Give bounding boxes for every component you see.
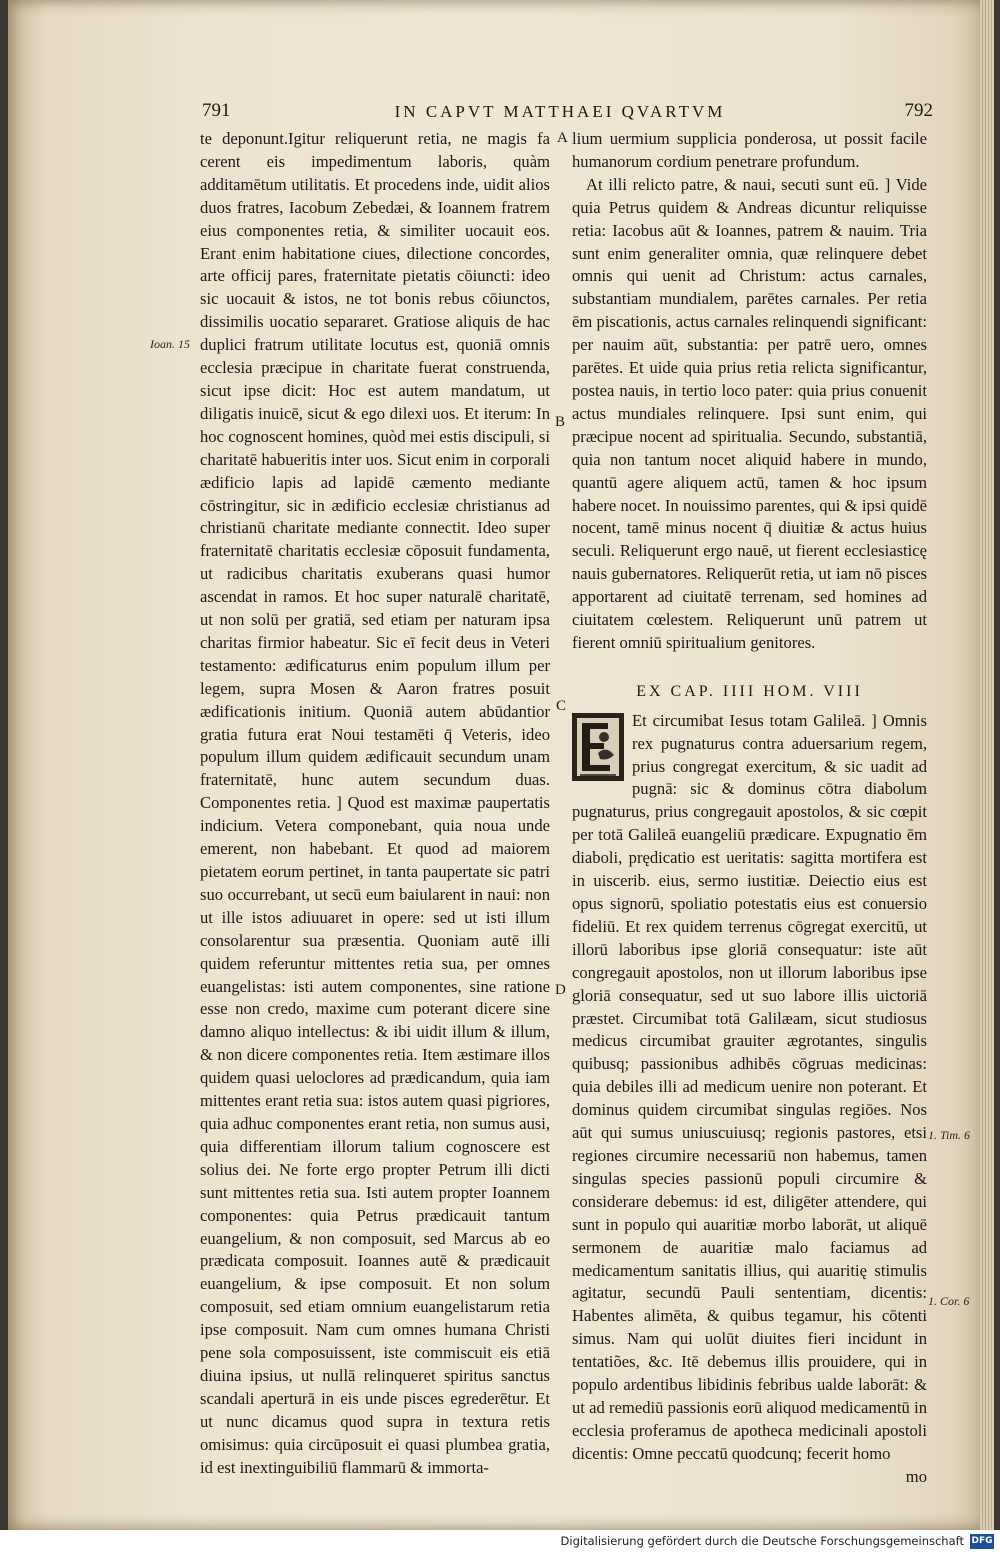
margin-note-timothy: 1. Tim. 6 bbox=[928, 1128, 971, 1142]
catchword: mo bbox=[905, 1466, 927, 1486]
page-edge bbox=[980, 0, 994, 1530]
margin-letter-c: C bbox=[556, 698, 567, 714]
page-number-right: 792 bbox=[904, 100, 933, 121]
left-column bbox=[200, 128, 550, 1479]
footer-bar bbox=[0, 1530, 1000, 1554]
margin-note-corinthians: 1. Cor. 6 bbox=[928, 1294, 970, 1308]
margin-letter-d: D bbox=[555, 982, 566, 998]
margin-note-john: Ioan. 15 bbox=[150, 337, 190, 351]
funding-credit: Digitalisierung gefördert durch die Deutsche Forschungsgemeinschaft bbox=[560, 1534, 964, 1548]
homily-text: Et circumibat Iesus totam Galileā. ] Omnis rex pugnaturus contra aduersarium regem, prius congregat exercitum, & sic uadit ad pugnā: sic & dominus cōtra diabolum pugnaturus, prius congregauit apostolos, & sic cœpit per totā Galileā euangeliū prædicare. Expugnatio ēm diaboli, prędicatio est ueritatis: sagitta mortifera est in uiscerib. eius, sermo iustitiæ. Deiectio eius est opus signorū, spoliatio potestatis eius est conuersio fideliū. Et rex quidem terrenus cōgregat exercitū, ut illorū laboribus ipse gloriā consequatur: iste aūt congregauit apostolos, non ut illorum laboribus ipse gloriā consequatur, sed ut suo labore illis uictoriā præstet. Circumibat totā Galilæam, sicut studiosus medicus circumibat grauiter ægrotantes, singulis quibusq; passionibus adhibēs cōgruas medicinas: quia debiles illi ad medicum uenire non poterant. Et dominus quidem circumibat singulas regiōes. Nos aūt qui sumus uniuscuiusq; regionis pastores, etsi regiones circumire necessariū non habemus, tamen singulas species passionū populi circumire & considerare debemus: id est, diligēter attendere, qui sunt in populo qui auaritiæ morbo laborāt, ut aliquē sermonem de auaritiæ malo faciamus ad medicamentum sanitatis illius, qui auaritię stimulis agitatur, secundū Pauli sententiam, dicentis: Habentes alimēta, & quibus tegamur, his cōtenti simus. Nam qui uolūt diuites fieri incidunt in tentatiões, &c. Itē debemus illis prouidere, qui in populo ardentibus libidinis febribus ualde laborāt: & ut ad remediū passionis eorū aliquod medicamentū in ecclesia proferamus de apotheca medicinali apostoli dicentis: Omne peccatū quodcunq; fecerit homo bbox=[572, 710, 927, 1463]
decorated-initial bbox=[572, 713, 624, 781]
left-column-text: te deponunt.Igitur reliquerunt retia, ne magis fa cerent eis impedimentum laboris, quàm additamētum utilitatis. Et procedens inde, uidit alios duos fratres, Iacobum Zebedæi, & Ioannem fratrem eius componentes retia, & similiter uocauit eos. Erant enim habitatione ciues, dilectione concordes, arte officij pares, fraternitate pietatis cōiuncti: ideo sic uocauit & istos, ne tot bonis rebus cōiunctos, dissimilis uocatio separaret. Gratiose aliquis de hac duplici fratrum utilitate locutus est, quoniā omnis ecclesia præcipue in charitate fuerat construenda, sicut ipse dicit: Hoc est autem mandatum, ut diligatis inuicē, sicut & ego dilexi uos. Et iterum: In hoc cognoscent homines, quòd mei estis discipuli, si charitatē habueritis inter uos. Sicut enim in corporali ædificio lapis ad lapidē cæmento mediante cōstringitur, sic in ædificio ecclesiæ christianus ad christianū charitate mediante connectit. Ideo super fraternitatē charitatis ecclesiæ cōposuit fundamenta, ut radicibus charitatis exuberans quasi humor ascendat in ramos. Et hoc super naturalē charitatē, ut non solū per gratiā, sed etiam per naturam ipsa charitas firmior habeatur. Sic eī fecit deus in Veteri testamento: ædificaturus enim populum illum per legem, supra Mosen & Aaron fratres posuit ædificationis initium. Quoniā autem abūdantior gratia futura erat Noui testamēti q̄ Veteris, ideo populum illum quidem ædificauit secundum unam fraternitatē, hunc autem secundum duas. Componentes retia. ] Quod est maximæ paupertatis indicium. Vetera componebant, quia noua unde emerent, non habebant. Et quod ad maiorem pietatem eorum pertinet, in tanta paupertate sic patri suo occurrebant, ut secū eum baiularent in naui: non ut ille istos adiuuaret in opere: sed ut isti illum consolarentur sua præsentia. Quoniam autē illi quidem referuntur mittentes retia sua, per omnes euangelistas: isti autem componentes, sine ratione esse non credo, maxime cum poterant dicere sine damno aliquo intellectus: & ibi uidit illum & illum, & non dicere componentes retia. Item æstimare illos quidem quasi ueloclores ad prædicandum, quia iam mittentes erant retia sua: istos autem quasi pigriores, quia adhuc componentes erant retia, non sumus ausi, quia differentiam illorum talium cognoscere est solius dei. Ne forte ergo propter Petrum illi dicti sunt mittentes retia sua. Isti autem propter Ioannem componentes: quia Petrus prædicauit tantum euangelium, & non composuit, sed Marcus ab eo prædicata composuit. Ioannes autē & prædicauit euangelium, & ipse composuit. Et non solum composuit, sed etiam omnium euangelistarum retia ipse composuit. Nam cum omnes humana Christi pene sola composuissent, iste commiscuit eis etiā diuina ipsius, ut nullā relinqueret spiritus sanctus scandali aperturā in eis unde pisces egrederētur. Et ut nunc dicamus quod supra in textura retis omisimus: quia circūposuit ei quasi plumbea gratia, id est inextinguibiliū flammarū & immorta- bbox=[200, 129, 550, 1477]
homily-section bbox=[572, 681, 927, 1489]
margin-letter-b: B bbox=[555, 414, 566, 430]
woodcut-initial-icon bbox=[574, 715, 622, 779]
dfg-logo: DFG bbox=[970, 1534, 994, 1549]
running-title: IN CAPVT MATTHAEI QVARTVM bbox=[394, 102, 726, 121]
running-header bbox=[185, 98, 935, 126]
margin-letter-a: A bbox=[557, 130, 568, 146]
section-heading: EX CAP. IIII HOM. VIII bbox=[636, 682, 863, 700]
right-paragraph-1: lium uermium supplicia ponderosa, ut possit facile humanorum cordium penetrare profundum. bbox=[572, 129, 927, 171]
page-number-left: 791 bbox=[202, 100, 231, 121]
right-paragraph-2: At illi relicto patre, & naui, secuti sunt eū. ] Vide quia Petrus quidem & Andreas dicuntur reliquisse retia: Iacobus aūt & Ioannes, patrem & nauim. Tria sunt enim generaliter omnia, quæ relinquere debet omnis qui uenit ad Christum: actus carnales, substantiam mundialem, parētes carnales. Per retia ēm piscationis, actus carnales relinquendi significant: per nauim aūt, substantia: per patrē uero, omnes parētes. Et uide quia prius retia relicta significantur, postea nauis, in tertio loco pater: quia prius conuenit actus mundiales relinquere. Ipsi sunt enim, qui præcipue nocent ad spiritualia. Secundo, substantiā, quia non tantum nocet aliquid habere in mundo, quantū agere aliquem actū, tamen & hoc ipsum habere nocet. In nouissimo parentes, qui & ipsi quidē nocent, tamē minus nocent q̄ diuitiæ & actus huius seculi. Reliquerunt ergo nauē, ut fierent ecclesiasticę nauis gubernatores. Reliquerūt retia, ut iam nō pisces apportarent ad ciuitatē terrenam, sed homines ad ciuitatem cœlestem. Reliquerunt unū patrem ut fierent omniū spiritualium genitores. bbox=[572, 174, 927, 652]
right-column bbox=[572, 128, 927, 1489]
